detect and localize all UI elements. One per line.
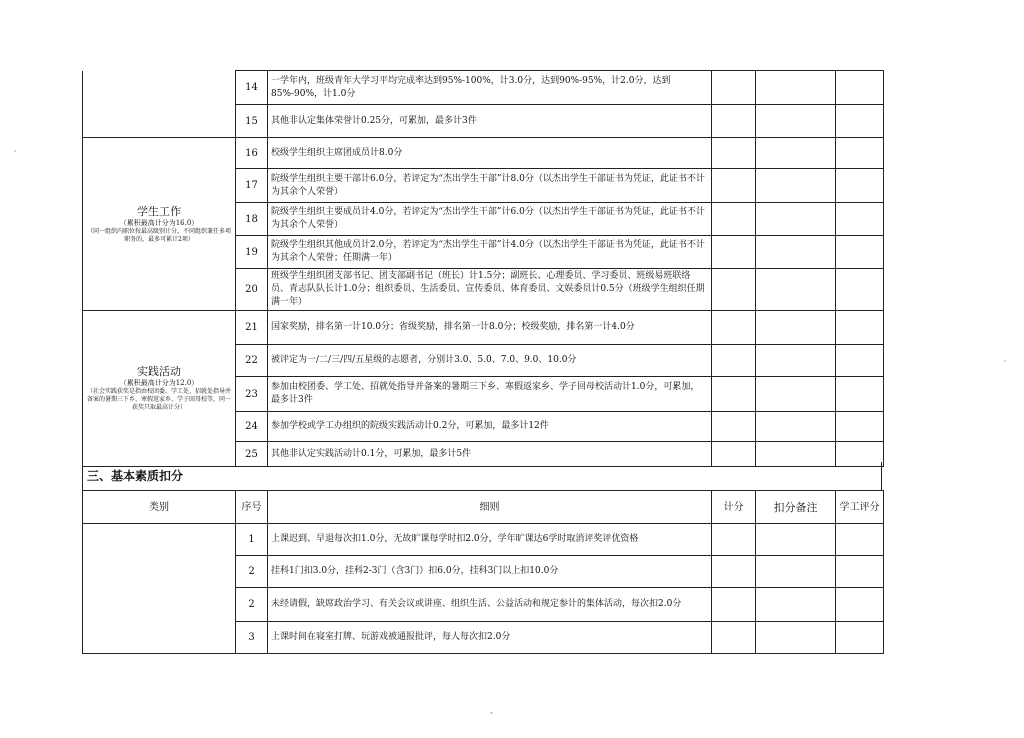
- row-number: 16: [236, 138, 268, 169]
- remark-cell[interactable]: [756, 105, 836, 138]
- deduction-table: [82, 490, 884, 654]
- rule-text: 被评定为一/二/三/四/五星级的志愿者，分别计3.0、5.0、7.0、9.0、10.0分: [268, 345, 712, 377]
- rule-text: 国家奖励，排名第一计10.0分；省级奖励，排名第一计8.0分；校级奖励，排名第一计4.0分: [268, 311, 712, 345]
- review-cell[interactable]: [836, 311, 884, 345]
- scan-speck: [1004, 360, 1006, 362]
- row-number: 14: [236, 71, 268, 105]
- review-cell[interactable]: [836, 412, 884, 442]
- table-row: [83, 71, 884, 105]
- rule-text: 参加学校或学工办组织的院级实践活动计0.2分，可累加，最多计12件: [268, 412, 712, 442]
- rule-text: 上课迟到、早退每次扣1.0分，无故旷课每学时扣2.0分，学年旷课达6学时取消评奖评优资格: [268, 524, 712, 556]
- score-table-upper: [82, 70, 884, 467]
- remark-cell[interactable]: [756, 236, 836, 269]
- rule-text: 挂科1门扣3.0分，挂科2-3门（含3门）扣6.0分，挂科3门以上扣10.0分: [268, 556, 712, 588]
- review-cell[interactable]: [836, 588, 884, 622]
- header-review: 学工评分: [836, 491, 884, 524]
- score-cell[interactable]: [712, 269, 756, 311]
- header-num: 序号: [236, 491, 268, 524]
- review-cell[interactable]: [836, 236, 884, 269]
- review-cell[interactable]: [836, 71, 884, 105]
- remark-cell[interactable]: [756, 345, 836, 377]
- row-number: 18: [236, 203, 268, 236]
- category-max: （累积最高计分为16.0）: [119, 218, 199, 227]
- category-cell: [83, 524, 236, 654]
- score-cell[interactable]: [712, 345, 756, 377]
- score-cell[interactable]: [712, 71, 756, 105]
- review-cell[interactable]: [836, 345, 884, 377]
- row-number: 20: [236, 269, 268, 311]
- review-cell[interactable]: [836, 138, 884, 169]
- review-cell[interactable]: [836, 203, 884, 236]
- row-number: 24: [236, 412, 268, 442]
- row-number: 1: [236, 524, 268, 556]
- remark-cell[interactable]: [756, 203, 836, 236]
- score-cell[interactable]: [712, 622, 756, 654]
- row-number: 2: [236, 556, 268, 588]
- score-cell[interactable]: [712, 203, 756, 236]
- rule-text: 院级学生组织主要干部计6.0分，若评定为“杰出学生干部”计8.0分（以杰出学生干部证书为凭证，此证书不计为其余个人荣誉）: [268, 169, 712, 203]
- row-number: 2: [236, 588, 268, 622]
- remark-cell[interactable]: [756, 169, 836, 203]
- row-number: 22: [236, 345, 268, 377]
- table-row: [83, 524, 884, 556]
- score-cell[interactable]: [712, 236, 756, 269]
- review-cell[interactable]: [836, 105, 884, 138]
- score-cell[interactable]: [712, 377, 756, 412]
- category-student-work: [83, 138, 236, 311]
- header-category: 类别: [83, 491, 236, 524]
- category-note: （社会实践获奖是指由校团委、学工处、招就处指导并备案的暑期三下乡、寒假返家乡、学子回母校等，同一获奖只取最高计分）: [86, 388, 231, 411]
- rule-text: 班级学生组织团支部书记、团支部副书记（班长）计1.5分；副班长、心理委员、学习委员、班级易班联络员、青志队队长计1.0分；组织委员、生活委员、宣传委员、体育委员、文娱委员计0.5分（班级学生组织任期满一年）: [268, 269, 712, 311]
- remark-cell[interactable]: [756, 269, 836, 311]
- header-row: [83, 491, 884, 524]
- row-number: 19: [236, 236, 268, 269]
- section-title: 三、基本素质扣分: [82, 462, 882, 490]
- rule-text: 院级学生组织其他成员计2.0分，若评定为“杰出学生干部”计4.0分（以杰出学生干部证书为凭证，此证书不计为其余个人荣誉；任期满一年）: [268, 236, 712, 269]
- score-cell[interactable]: [712, 169, 756, 203]
- category-practice: [83, 311, 236, 467]
- category-note: （同一组织内职位按最高级别计分，不同组织兼任多项职务的，最多可累计2项）: [86, 227, 231, 243]
- category-title: 实践活动: [137, 365, 181, 378]
- score-cell[interactable]: [712, 105, 756, 138]
- rule-text: 其他非认定实践活动计0.1分，可累加，最多计5件: [268, 442, 712, 467]
- score-cell[interactable]: [712, 556, 756, 588]
- rule-text: 未经请假，缺席政治学习、有关会议或讲座、组织生活、公益活动和规定参计的集体活动，每次扣2.0分: [268, 588, 712, 622]
- remark-cell[interactable]: [756, 524, 836, 556]
- review-cell[interactable]: [836, 269, 884, 311]
- score-cell[interactable]: [712, 412, 756, 442]
- score-cell[interactable]: [712, 311, 756, 345]
- header-remark: 扣分备注: [756, 491, 836, 524]
- remark-cell[interactable]: [756, 622, 836, 654]
- remark-cell[interactable]: [756, 412, 836, 442]
- rule-text: 上课时间在寝室打牌、玩游戏被通报批评，每人每次扣2.0分: [268, 622, 712, 654]
- remark-cell[interactable]: [756, 377, 836, 412]
- table-row: [83, 138, 884, 169]
- rule-text: 一学年内，班级青年大学习平均完成率达到95%-100%，计3.0分，达到90%-95%，计2.0分，达到85%-90%，计1.0分: [268, 71, 712, 105]
- table-row: [83, 311, 884, 345]
- remark-cell[interactable]: [756, 588, 836, 622]
- row-number: 21: [236, 311, 268, 345]
- category-max: （累积最高计分为12.0）: [119, 379, 199, 387]
- review-cell[interactable]: [836, 169, 884, 203]
- remark-cell[interactable]: [756, 311, 836, 345]
- review-cell[interactable]: [836, 377, 884, 412]
- row-number: 3: [236, 622, 268, 654]
- header-rule: 细则: [268, 491, 712, 524]
- score-cell[interactable]: [712, 138, 756, 169]
- row-number: 17: [236, 169, 268, 203]
- row-number: 15: [236, 105, 268, 138]
- review-cell[interactable]: [836, 622, 884, 654]
- review-cell[interactable]: [836, 524, 884, 556]
- rule-text: 院级学生组织主要成员计4.0分，若评定为“杰出学生干部”计6.0分（以杰出学生干部证书为凭证，此证书不计为其余个人荣誉）: [268, 203, 712, 236]
- review-cell[interactable]: [836, 556, 884, 588]
- remark-cell[interactable]: [756, 138, 836, 169]
- remark-cell[interactable]: [756, 556, 836, 588]
- row-number: 25: [236, 442, 268, 467]
- row-number: 23: [236, 377, 268, 412]
- scan-speck: [14, 150, 16, 152]
- score-cell[interactable]: [712, 588, 756, 622]
- rule-text: 其他非认定集体荣誉计0.25分，可累加，最多计3件: [268, 105, 712, 138]
- remark-cell[interactable]: [756, 71, 836, 105]
- score-cell[interactable]: [712, 524, 756, 556]
- scan-speck: [490, 712, 493, 714]
- rule-text: 参加由校团委、学工处、招就处指导并备案的暑期三下乡、寒假返家乡、学子回母校活动计1.0分，可累加，最多计3件: [268, 377, 712, 412]
- rule-text: 校级学生组织主席团成员计8.0分: [268, 138, 712, 169]
- header-score: 计分: [712, 491, 756, 524]
- category-cell-prev: [83, 71, 236, 138]
- category-title: 学生工作: [137, 204, 181, 218]
